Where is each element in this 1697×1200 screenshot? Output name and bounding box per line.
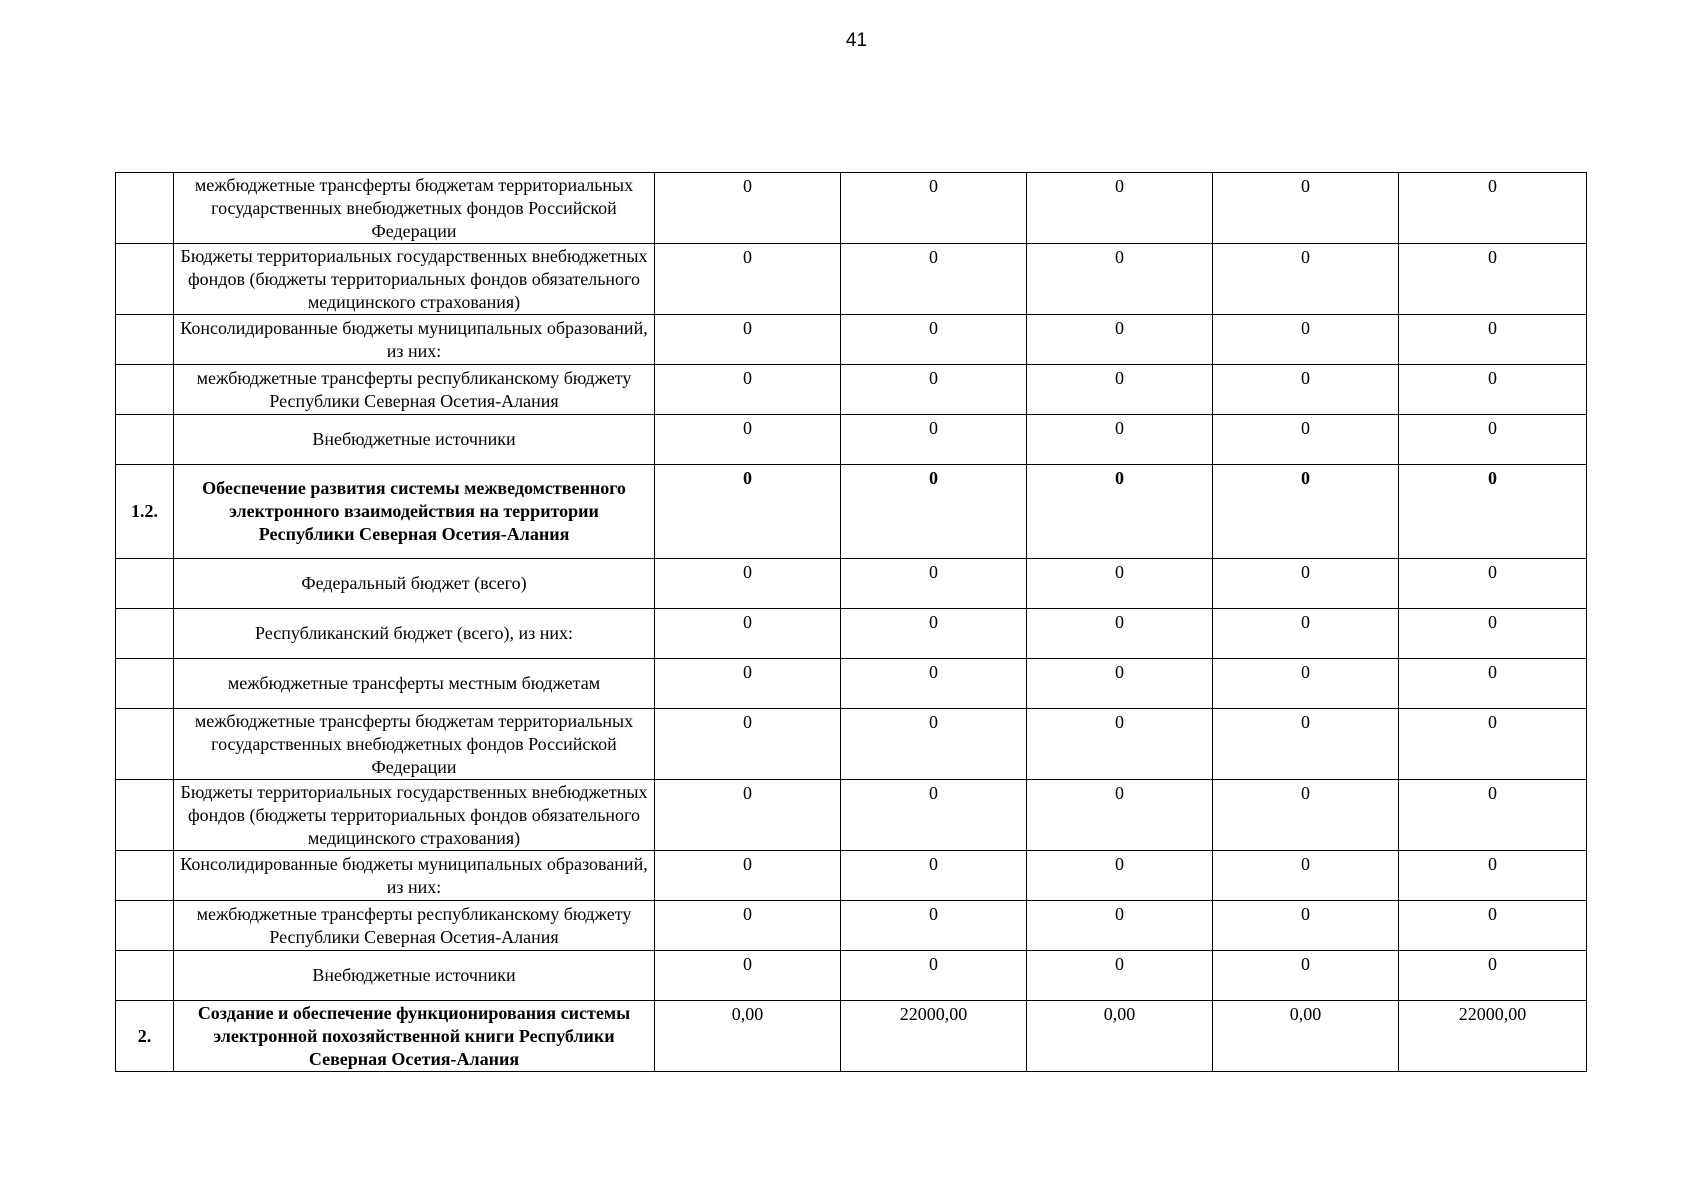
value-cell: 0 [1027, 780, 1213, 851]
row-description-cell: межбюджетные трансферты республиканскому бюджету Республики Северная Осетия-Алания [174, 365, 655, 415]
budget-table [115, 172, 1587, 1072]
value-cell: 0 [1213, 901, 1399, 951]
row-description-cell: Создание и обеспечение функционирования системы электронной похозяйственной книги Республики Северная Осетия-Алания [174, 1001, 655, 1072]
value-cell: 22000,00 [1399, 1001, 1587, 1072]
row-number-cell [116, 780, 174, 851]
value-cell: 0 [655, 465, 841, 559]
value-cell: 0 [1213, 173, 1399, 244]
value-cell: 0 [1213, 851, 1399, 901]
row-number-cell [116, 851, 174, 901]
table-row [116, 559, 1587, 609]
row-number-cell: 1.2. [116, 465, 174, 559]
value-cell: 0 [1027, 415, 1213, 465]
value-cell: 0 [841, 315, 1027, 365]
row-description-cell: Республиканский бюджет (всего), из них: [174, 609, 655, 659]
value-cell: 0 [841, 901, 1027, 951]
row-number-cell [116, 315, 174, 365]
value-cell: 0 [1399, 951, 1587, 1001]
value-cell: 0 [1399, 709, 1587, 780]
value-cell: 0 [655, 609, 841, 659]
value-cell: 0 [1027, 315, 1213, 365]
row-description-cell: Внебюджетные источники [174, 951, 655, 1001]
value-cell: 0 [1399, 780, 1587, 851]
value-cell: 0 [841, 465, 1027, 559]
value-cell: 0 [1213, 315, 1399, 365]
row-number-cell [116, 559, 174, 609]
table-row [116, 851, 1587, 901]
page-number: 41 [845, 30, 868, 51]
value-cell: 0 [655, 415, 841, 465]
row-number-cell [116, 365, 174, 415]
row-description-cell: межбюджетные трансферты республиканскому бюджету Республики Северная Осетия-Алания [174, 901, 655, 951]
value-cell: 0 [841, 609, 1027, 659]
table-row [116, 709, 1587, 780]
row-description-cell: Внебюджетные источники [174, 415, 655, 465]
value-cell: 0 [1399, 415, 1587, 465]
value-cell: 0 [655, 709, 841, 780]
value-cell: 0 [1399, 465, 1587, 559]
value-cell: 0 [655, 951, 841, 1001]
row-number-cell [116, 951, 174, 1001]
table-row [116, 365, 1587, 415]
value-cell: 0 [841, 659, 1027, 709]
value-cell: 0 [1213, 465, 1399, 559]
value-cell: 0 [1399, 901, 1587, 951]
value-cell: 0 [1213, 365, 1399, 415]
value-cell: 0 [1027, 244, 1213, 315]
row-description-cell: межбюджетные трансферты бюджетам территориальных государственных внебюджетных фондов Российской Федерации [174, 173, 655, 244]
row-number-cell [116, 901, 174, 951]
row-description-cell: Обеспечение развития системы межведомственного электронного взаимодействия на территории Республики Северная Осетия-Алания [174, 465, 655, 559]
row-number-cell: 2. [116, 1001, 174, 1072]
value-cell: 0 [655, 780, 841, 851]
value-cell: 0 [655, 901, 841, 951]
table-row [116, 415, 1587, 465]
value-cell: 0 [1213, 951, 1399, 1001]
table-row [116, 901, 1587, 951]
value-cell: 0 [1027, 659, 1213, 709]
row-number-cell [116, 659, 174, 709]
row-description-cell: Консолидированные бюджеты муниципальных образований, из них: [174, 851, 655, 901]
row-description-cell: Федеральный бюджет (всего) [174, 559, 655, 609]
value-cell: 0 [1027, 609, 1213, 659]
row-description-cell: Консолидированные бюджеты муниципальных образований, из них: [174, 315, 655, 365]
row-description-cell: Бюджеты территориальных государственных внебюджетных фондов (бюджеты территориальных фондов обязательного медицинского страхования) [174, 780, 655, 851]
value-cell: 0 [841, 244, 1027, 315]
value-cell: 0 [1399, 365, 1587, 415]
value-cell: 0 [841, 709, 1027, 780]
value-cell: 22000,00 [841, 1001, 1027, 1072]
value-cell: 0 [655, 365, 841, 415]
row-number-cell [116, 709, 174, 780]
value-cell: 0 [841, 780, 1027, 851]
value-cell: 0 [1399, 173, 1587, 244]
value-cell: 0 [841, 851, 1027, 901]
table-row [116, 173, 1587, 244]
value-cell: 0 [1399, 851, 1587, 901]
value-cell: 0 [1027, 173, 1213, 244]
row-number-cell [116, 415, 174, 465]
value-cell: 0 [655, 315, 841, 365]
row-description-cell: межбюджетные трансферты бюджетам территориальных государственных внебюджетных фондов Российской Федерации [174, 709, 655, 780]
value-cell: 0 [1027, 559, 1213, 609]
row-number-cell [116, 173, 174, 244]
value-cell: 0 [1213, 559, 1399, 609]
value-cell: 0 [841, 415, 1027, 465]
value-cell: 0 [841, 951, 1027, 1001]
value-cell: 0 [1027, 709, 1213, 780]
row-number-cell [116, 244, 174, 315]
value-cell: 0 [1399, 659, 1587, 709]
row-description-cell: межбюджетные трансферты местным бюджетам [174, 659, 655, 709]
value-cell: 0 [1399, 244, 1587, 315]
value-cell: 0,00 [1027, 1001, 1213, 1072]
table-row [116, 609, 1587, 659]
value-cell: 0 [1027, 465, 1213, 559]
value-cell: 0 [655, 659, 841, 709]
value-cell: 0 [1399, 559, 1587, 609]
value-cell: 0 [841, 365, 1027, 415]
table-row [116, 659, 1587, 709]
value-cell: 0 [1213, 709, 1399, 780]
value-cell: 0 [1027, 951, 1213, 1001]
value-cell: 0 [655, 244, 841, 315]
value-cell: 0 [655, 173, 841, 244]
row-number-cell [116, 609, 174, 659]
value-cell: 0,00 [1213, 1001, 1399, 1072]
value-cell: 0 [655, 851, 841, 901]
value-cell: 0 [1213, 415, 1399, 465]
budget-table-body [116, 173, 1587, 1072]
value-cell: 0 [1027, 901, 1213, 951]
value-cell: 0 [655, 559, 841, 609]
value-cell: 0 [1399, 609, 1587, 659]
table-row [116, 780, 1587, 851]
table-row [116, 951, 1587, 1001]
value-cell: 0 [1213, 244, 1399, 315]
value-cell: 0 [1027, 851, 1213, 901]
value-cell: 0 [1399, 315, 1587, 365]
row-description-cell: Бюджеты территориальных государственных внебюджетных фондов (бюджеты территориальных фондов обязательного медицинского страхования) [174, 244, 655, 315]
table-row [116, 1001, 1587, 1072]
table-row [116, 465, 1587, 559]
value-cell: 0 [1027, 365, 1213, 415]
table-row [116, 315, 1587, 365]
value-cell: 0 [841, 173, 1027, 244]
value-cell: 0 [1213, 609, 1399, 659]
value-cell: 0 [1213, 780, 1399, 851]
table-row [116, 244, 1587, 315]
value-cell: 0,00 [655, 1001, 841, 1072]
value-cell: 0 [841, 559, 1027, 609]
value-cell: 0 [1213, 659, 1399, 709]
